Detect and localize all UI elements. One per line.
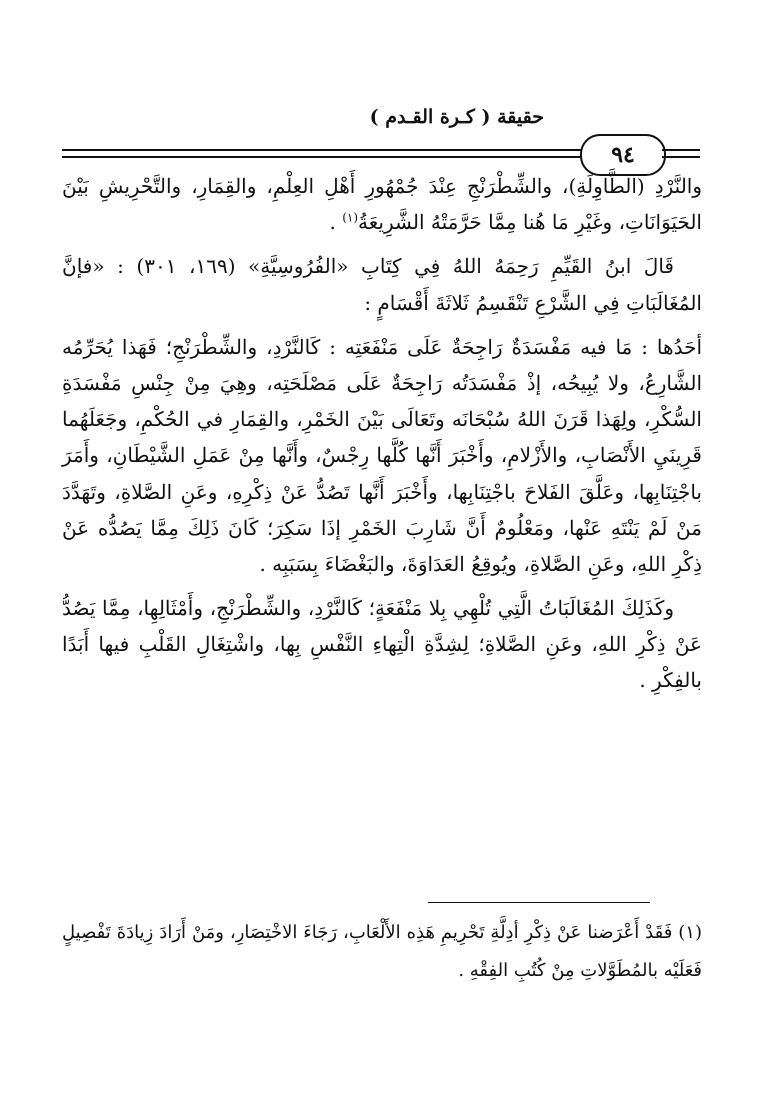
paragraph-1-end: . (329, 210, 343, 235)
main-text (62, 168, 702, 707)
paragraph-4: وكَذَلِكَ المُغَالَبَاتُ الَّتِي تُلْهِي بِلا مَنْفَعَةٍ؛ كَالنَّرْدِ، والشِّطْرَنْجِ، وأَمْثَالِهِا، مِمَّا يَصُدُّ عَنْ ذِكْرِ اللهِ، وعَنِ الصَّلاةِ؛ لِشِدَّةِ الْتِهاءِ النَّفْسِ بِها، واشْتِغَالِ القَلْبِ فيها أَبَدًا بالفِكْرِ . (62, 596, 702, 693)
ornament-line (662, 149, 700, 151)
ornament-line (662, 156, 700, 158)
paragraph-1-text: والنَّرْدِ (الطَّاوِلَةِ)، والشِّطْرَنْجِ عِنْدَ جُمْهُورِ أَهْلِ العِلْمِ، والقِمَارِ، والتَّحْرِيشِ بَيْنَ الحَيَوَانَاتِ، وغَيْرِ مَا هُنا مِمَّا حَرَّمَتْهُ الشَّرِيعَةُ (62, 174, 702, 235)
paragraph-2: قَالَ ابنُ القَيِّمِ رَحِمَهُ اللهُ فِي كِتَابِ «الفُرُوسِيَّةِ» (١٦٩، ٣٠١) : «فإنَّ المُغَالَبَاتِ فِي الشَّرْعِ تَنْقَسِمُ ثَلاثَةَ أَقْسَامٍ : (62, 254, 702, 315)
footnote-marker: (١) (342, 210, 359, 225)
page-number: ٩٤ (611, 142, 635, 168)
header-ornament (662, 148, 700, 158)
footnote-separator (428, 902, 650, 903)
running-title: حقيقة ( كـرة القـدم ) (369, 106, 544, 128)
paragraph-1 (62, 168, 702, 240)
header-rule-top (62, 149, 582, 151)
header-rule-bottom (62, 156, 582, 158)
footnote-text: (١) فَقَدْ أَعْرَضنا عَنْ ذِكْرِ أدِلَّةِ تَحْرِيمِ هَذِه الأَلْعَابِ، رَجَاءَ الاخْتِصَارِ، ومَنْ أَرَادَ زِيادَةَ تَفْصِيلٍ فَعَلَيْه بالمُطَوَّلاتِ مِنْ كُتُبِ الفِقْهِ . (62, 922, 702, 981)
footnote (62, 914, 702, 990)
paragraph-3: أحَدُها : مَا فيه مَفْسَدَةٌ رَاجِحَةٌ عَلَى مَنْفَعَتِه : كَالنَّرْدِ، والشِّطْرَنْجِ؛ فَهَذا يُحَرِّمُه الشَّارِعُ، ولا يُبِيحُه، إذْ مَفْسَدَتُه رَاجِحَةٌ عَلَى مَصْلَحَتِه، وهِيَ مِنْ جِنْسِ مَفْسَدَةِ السُّكْرِ، ولِهَذا قَرَنَ اللهُ سُبْحَانَه وتَعَالَى بَيْنَ الخَمْرِ، والقِمَارِ في الحُكْمِ، وجَعَلَهُما قَرِينَيِ الأَنْصَابِ، والأَزْلامِ، وأَخْبَرَ أَنَّها كُلَّها رِجْسٌ، وأَنَّها مِنْ عَمَلِ الشَّيْطَانِ، وأَمَرَ باجْتِنَابِها، وعَلَّقَ الفَلاحَ باجْتِنَابِها، وأَخْبَرَ أَنَّها تَصُدُّ عَنْ ذِكْرِهِ، وعَنِ الصَّلاةِ، وتَهَدَّدَ مَنْ لَمْ يَنْتَهِ عَنْها، ومَعْلُومٌ أَنَّ شَارِبَ الخَمْرِ إذَا سَكِرَ؛ كَانَ ذَلِكَ مِمَّا يَصُدُّه عَنْ ذِكْرِ اللهِ، وعَنِ الصَّلاةِ، ويُوقِعُ العَدَاوَةَ، والبَغْضَاءَ بِسَبَبِه . (62, 334, 702, 576)
